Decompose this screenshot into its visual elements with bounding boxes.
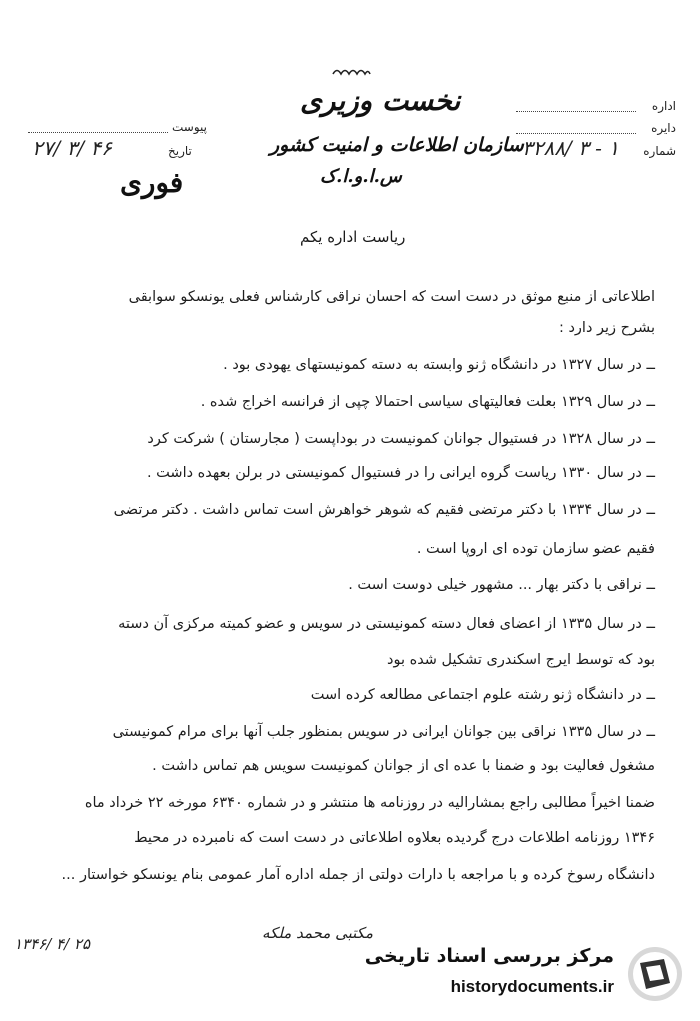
body-line: ۱۳۴۶ روزنامه اطلاعات درج گردیده بعلاوه اطلاعاتی در دست است که نامبرده در محیط bbox=[134, 830, 655, 846]
body-line: دانشگاه رسوخ کرده و با مراجعه با دارات دولتی از جمله اداره آمار عمومی بنام یونسکو خواستار ... bbox=[61, 867, 655, 883]
body-line: ــ در سال ۱۳۳۵ نراقی بین جوانان ایرانی در سویس بمنظور جلب آنها برای مرام کمونیستی bbox=[112, 724, 655, 740]
number-value: ۳۲۸۸/ ۳ - ۱ bbox=[522, 136, 620, 160]
letterhead-code: س.ا.و.ا.ک bbox=[320, 166, 402, 187]
addressee: ریاست اداره یکم bbox=[300, 228, 406, 246]
number-label: شماره bbox=[643, 144, 676, 158]
watermark bbox=[364, 941, 692, 1011]
body-line: ــ در سال ۱۳۲۹ بعلت فعالیتهای سیاسی احتمالا چپی از فرانسه اخراج شده . bbox=[200, 394, 655, 410]
bottom-date: ۱۳۴۶/ ۴/ ۲۵ bbox=[14, 935, 91, 953]
attachment-label: پیوست bbox=[172, 120, 207, 134]
letterhead-organization: سازمان اطلاعات و امنیت کشور bbox=[270, 134, 524, 156]
body-line: ــ در سال ۱۳۲۷ در دانشگاه ژنو وابسته به دسته کمونیستهای یهودی بود . bbox=[223, 357, 655, 373]
office-line bbox=[516, 132, 636, 134]
body-line: ــ در سال ۱۳۳۵ از اعضای فعال دسته کمونیستی در سویس و عضو کمیته مرکزی آن دسته bbox=[118, 616, 655, 632]
body-line: ــ در سال ۱۳۲۸ در فستیوال جوانان کمونیست در بوداپست ( مجارستان ) شرکت کرد bbox=[147, 431, 655, 447]
emblem-icon bbox=[331, 66, 371, 76]
body-line: فقیم عضو سازمان توده ای اروپا است . bbox=[416, 541, 655, 557]
watermark-site: historydocuments.ir bbox=[450, 977, 614, 996]
office-label: دایره bbox=[651, 121, 676, 135]
department-line bbox=[516, 110, 636, 112]
body-line: مشغول فعالیت بود و ضمنا با عده ای از جوانان کمونیست سویس هم تماس داشت . bbox=[152, 758, 655, 774]
body-line: ــ در دانشگاه ژنو رشته علوم اجتماعی مطالعه کرده است bbox=[310, 687, 655, 703]
watermark-title: مرکز بررسی اسناد تاریخی bbox=[364, 945, 614, 967]
body-line: ــ در سال ۱۳۳۴ با دکتر مرتضی فقیم که شوهر خواهرش است تماس داشت . دکتر مرتضی bbox=[113, 502, 655, 518]
attachment-line bbox=[28, 131, 168, 133]
department-label: اداره bbox=[651, 99, 676, 113]
body-line: ضمنا اخیراً مطالبی راجع بمشارالیه در روزنامه ها منتشر و در شماره ۶۳۴۰ مورخه ۲۲ خرداد ماه bbox=[84, 795, 655, 811]
body-line: ــ در سال ۱۳۳۰ ریاست گروه ایرانی را در فستیوال کمونیستی در برلن بعهده داشت . bbox=[146, 465, 655, 481]
archive-logo-icon bbox=[626, 945, 684, 1003]
body-line: بود که توسط ایرج اسکندری تشکیل شده بود bbox=[387, 652, 655, 668]
signature: مکتبی محمد ملکه bbox=[262, 924, 373, 942]
body-line: بشرح زیر دارد : bbox=[558, 320, 655, 336]
date-value: ۲۷/ ۳/ ۴۶ bbox=[32, 136, 112, 160]
letterhead-title: نخست وزیری bbox=[300, 84, 461, 117]
urgent-stamp: فوری bbox=[120, 166, 184, 199]
date-label: تاریخ bbox=[168, 144, 192, 158]
body-line: اطلاعاتی از منبع موثق در دست است که احسان نراقی کارشناس فعلی یونسکو سوابقی bbox=[128, 289, 655, 305]
body-line: ــ نراقی با دکتر بهار ... مشهور خیلی دوست است . bbox=[348, 577, 655, 593]
